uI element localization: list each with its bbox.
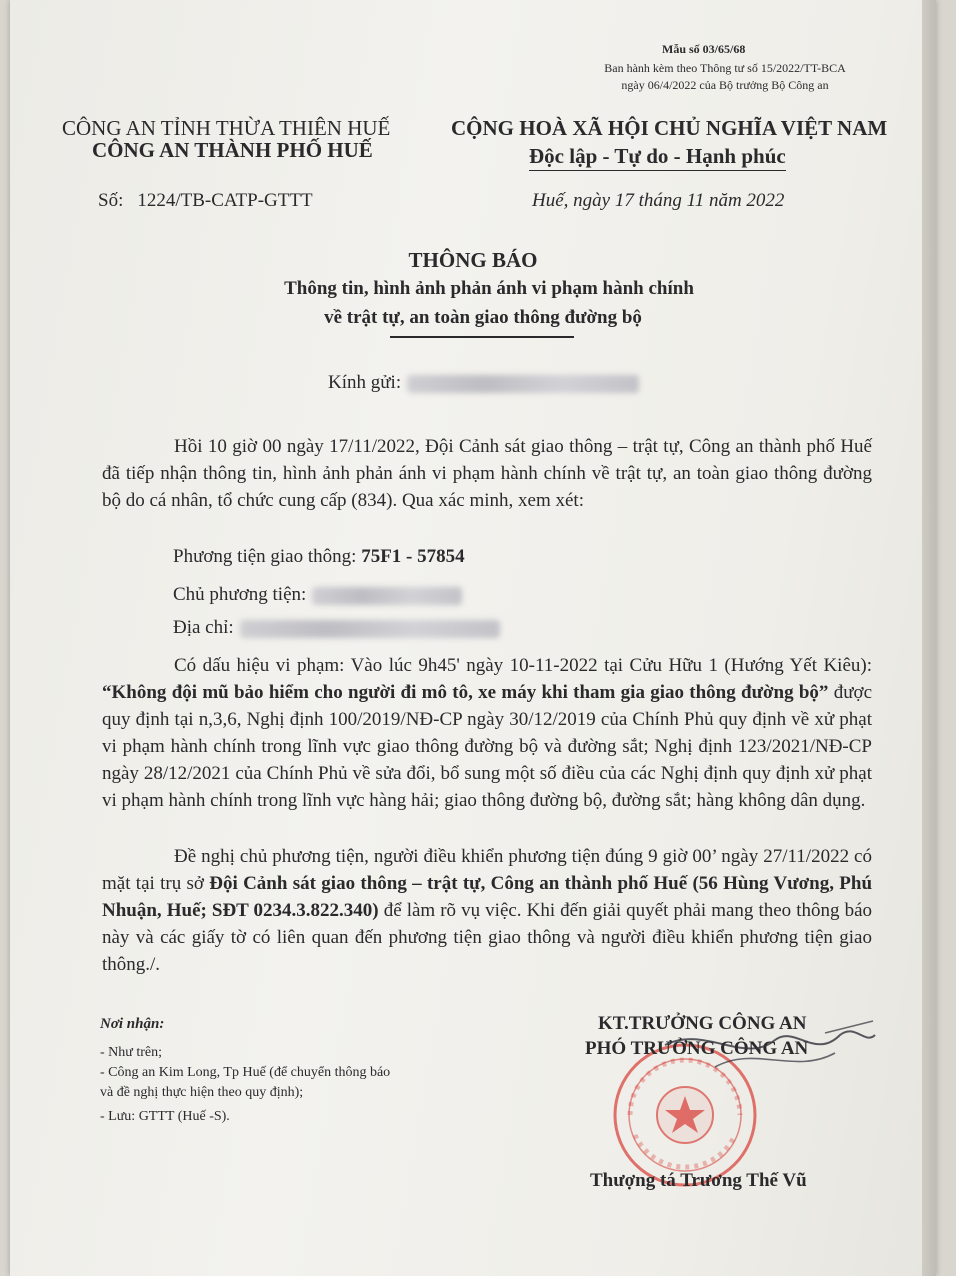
recipient-line xyxy=(328,372,639,394)
signer-name: Thượng tá Trương Thế Vũ xyxy=(590,1170,807,1191)
signature-title-1: KT.TRƯỞNG CÔNG AN xyxy=(598,1013,807,1034)
recipient-item-3: - Lưu: GTTT (Huế -S). xyxy=(100,1109,230,1124)
license-plate: 75F1 - 57854 xyxy=(361,546,465,567)
redacted-address xyxy=(240,620,500,638)
national-title: CỘNG HOÀ XÃ HỘI CHỦ NGHĨA VIỆT NAM xyxy=(451,116,888,140)
recipient-label: Kính gửi: xyxy=(328,372,402,393)
redacted-owner-name xyxy=(312,587,462,605)
form-issuance-note xyxy=(570,60,880,94)
redacted-recipient-name xyxy=(407,375,639,393)
document-page xyxy=(10,0,936,1276)
vehicle-label: Phương tiện giao thông: xyxy=(173,546,357,567)
recipient-item-2-cont: và đề nghị thực hiện theo quy định); xyxy=(100,1085,304,1100)
owner-label: Chủ phương tiện: xyxy=(173,584,307,605)
recipients-heading: Nơi nhận: xyxy=(100,1016,165,1032)
place-and-date: Huế, ngày 17 tháng 11 năm 2022 xyxy=(532,190,785,211)
paragraph-intro: Hồi 10 giờ 00 ngày 17/11/2022, Đội Cảnh sát giao thông – trật tự, Công an thành phố Huế đã tiếp nhận thông tin, hình ảnh phản ánh vi phạm hành chính về trật tự, an toàn giao thông đường bộ do cá nhân, tổ chức cung cấp (834). Qua xác minh, xem xét: xyxy=(102,436,872,511)
vehicle-line xyxy=(173,546,465,568)
signature-title-2: PHÓ TRƯỞNG CÔNG AN xyxy=(585,1038,809,1059)
handwritten-signature xyxy=(625,1005,885,1125)
page-edge xyxy=(922,0,936,1276)
form-issuance-line-2: ngày 06/4/2022 của Bộ trưởng Bộ Công an xyxy=(621,78,829,92)
title-underline xyxy=(390,336,574,338)
document-number-label: Số: xyxy=(98,190,124,211)
issuing-authority: CÔNG AN THÀNH PHỐ HUẾ xyxy=(92,138,373,162)
owner-line xyxy=(173,584,462,606)
request-part-2: để làm rõ vụ việc. Khi đến giải quyết phải mang theo thông báo này và các giấy tờ có liên quan đến phương tiện giao thông và người điều khiển phương tiện giao thông./. xyxy=(102,900,873,975)
violation-legal-basis: được quy định tại n,3,6, Nghị định 100/2019/NĐ-CP ngày 30/12/2019 của Chính Phủ quy định về xử phạt vi phạm hành chính trong lĩnh vực giao thông đường bộ và đường sắt; Nghị định 123/2021/NĐ-CP ngày 28/12/2021 của Chính Phủ về sửa đổi, bổ sung một số điều của các Nghị định quy định xử phạt vi phạm hành chính trong lĩnh vực hàng hải; giao thông đường bộ, đường sắt; hàng không dân dụng. xyxy=(102,682,872,811)
form-issuance-line-1: Ban hành kèm theo Thông tư số 15/2022/TT-BCA xyxy=(604,61,846,75)
document-number-value: 1224/TB-CATP-GTTT xyxy=(137,190,313,211)
recipient-item-1: - Như trên; xyxy=(100,1045,163,1060)
paragraph-violation xyxy=(102,652,872,814)
recipient-item-2: - Công an Kim Long, Tp Huế (để chuyển thông báo xyxy=(100,1065,391,1080)
address-label: Địa chỉ: xyxy=(173,617,234,638)
document-subtitle-1: Thông tin, hình ảnh phản ánh vi phạm hành chính xyxy=(284,278,694,299)
national-motto: Độc lập - Tự do - Hạnh phúc xyxy=(529,144,786,171)
paragraph-request xyxy=(102,843,872,978)
issuing-authority-parent: CÔNG AN TỈNH THỪA THIÊN HUẾ xyxy=(62,116,391,140)
violation-description: “Không đội mũ bảo hiểm cho người đi mô tô, xe máy khi tham gia giao thông đường bộ” xyxy=(102,682,829,703)
document-number xyxy=(98,190,313,212)
address-line xyxy=(173,617,500,639)
request-office: Đội Cảnh sát giao thông – trật tự, Công an thành phố Huế (56 Hùng Vương, Phú Nhuận, Huế; SĐT 0234.3.822.340) xyxy=(102,873,873,921)
document-title: THÔNG BÁO xyxy=(408,248,538,272)
form-number: Mẫu số 03/65/68 xyxy=(662,42,746,56)
document-subtitle-2: về trật tự, an toàn giao thông đường bộ xyxy=(324,307,642,328)
violation-intro: Có dấu hiệu vi phạm: Vào lúc 9h45' ngày 10-11-2022 tại Cửu Hữu 1 (Hướng Yết Kiêu): xyxy=(174,655,872,676)
request-part-1: Đề nghị chủ phương tiện, người điều khiển phương tiện đúng 9 giờ 00’ ngày 27/11/2022 có mặt tại trụ sở xyxy=(102,846,872,894)
